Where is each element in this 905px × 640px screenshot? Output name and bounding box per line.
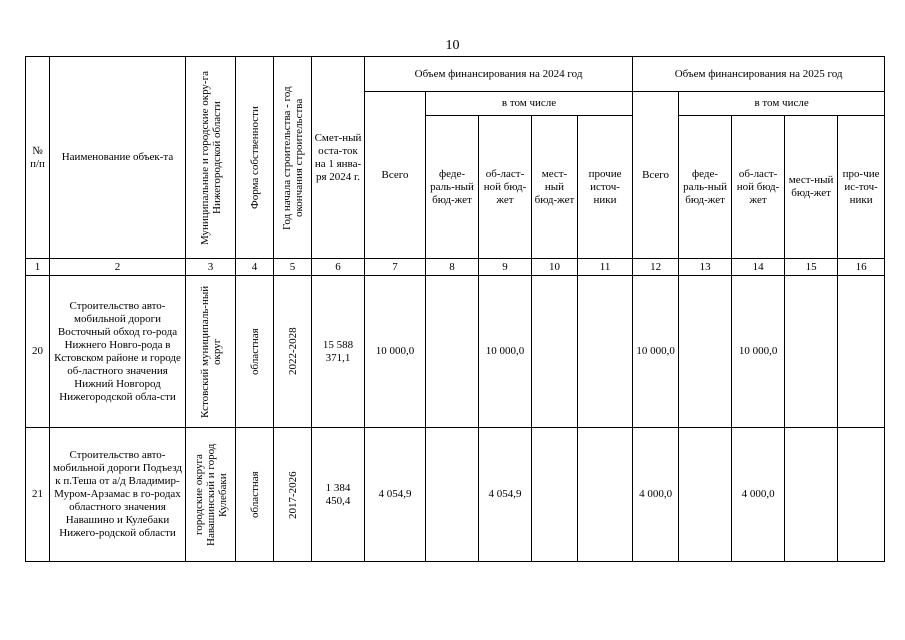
- header-total-2024: Всего: [365, 92, 426, 259]
- row-regional-2025: 4 000,0: [732, 428, 785, 562]
- colnum-7: 7: [365, 259, 426, 276]
- colnum-4: 4: [236, 259, 274, 276]
- header-local-2025: мест-ный бюд-жет: [785, 116, 838, 259]
- colnum-13: 13: [679, 259, 732, 276]
- row-other-2025: [838, 428, 885, 562]
- row-other-2024: [578, 276, 633, 428]
- header-total-2025: Всего: [633, 92, 679, 259]
- page-number: 10: [445, 38, 460, 53]
- row-years-text: 2017-2026: [286, 470, 299, 519]
- row-num: 21: [26, 428, 50, 562]
- row-federal-2024: [426, 428, 479, 562]
- row-total-2024: 10 000,0: [365, 276, 426, 428]
- row-local-2024: [532, 428, 578, 562]
- row-municipality-text: городские округа Навашинский и город Кулебаки: [192, 443, 229, 546]
- colnum-1: 1: [26, 259, 50, 276]
- row-ownership-text: областная: [248, 328, 261, 375]
- row-federal-2025: [679, 276, 732, 428]
- header-federal-2025: феде-раль-ный бюд-жет: [679, 116, 732, 259]
- row-federal-2024: [426, 276, 479, 428]
- row-years-text: 2022-2028: [286, 327, 299, 376]
- header-local-2024: мест-ный бюд-жет: [532, 116, 578, 259]
- row-ownership-text: областная: [248, 471, 261, 518]
- row-num: 20: [26, 276, 50, 428]
- header-municipality-text: Муниципальные и городские окру-га Нижегородской области: [198, 70, 223, 245]
- row-regional-2025: 10 000,0: [732, 276, 785, 428]
- colnum-6: 6: [312, 259, 365, 276]
- row-total-2025: 10 000,0: [633, 276, 679, 428]
- header-other-2025: про-чие ис-точ-ники: [838, 116, 885, 259]
- colnum-11: 11: [578, 259, 633, 276]
- row-remaining: 15 588 371,1: [312, 276, 365, 428]
- row-name: Строительство авто-мобильной дороги Подъезд к п.Теша от а/д Владимир-Муром-Арзамас в го-родах областного значения Навашино и Кулебаки Нижего-родской области: [50, 428, 186, 562]
- row-total-2024: 4 054,9: [365, 428, 426, 562]
- colnum-15: 15: [785, 259, 838, 276]
- row-municipality: [186, 428, 236, 562]
- header-remaining: Смет-ный оста-ток на 1 янва-ря 2024 г.: [312, 57, 365, 259]
- row-total-2025: 4 000,0: [633, 428, 679, 562]
- financing-table: [25, 56, 885, 562]
- colnum-16: 16: [838, 259, 885, 276]
- colnum-3: 3: [186, 259, 236, 276]
- table-row: [26, 276, 885, 428]
- header-ownership-text: Форма собственности: [248, 106, 261, 209]
- header-years-text: Год начала строительства - год окончания строительства: [280, 85, 305, 230]
- row-regional-2024: 10 000,0: [479, 276, 532, 428]
- row-years: [274, 276, 312, 428]
- header-regional-2024: об-ласт-ной бюд-жет: [479, 116, 532, 259]
- colnum-2: 2: [50, 259, 186, 276]
- row-name: Строительство авто-мобильной дороги Восточный обход го-рода Нижнего Новго-рода в Кстовском районе и городе об-ластного значения Нижний Новгород Нижегородской обла-сти: [50, 276, 186, 428]
- header-including-2024: в том числе: [426, 92, 633, 116]
- row-municipality: [186, 276, 236, 428]
- row-federal-2025: [679, 428, 732, 562]
- header-including-2025: в том числе: [679, 92, 885, 116]
- column-numbers-row: [26, 259, 885, 276]
- row-local-2024: [532, 276, 578, 428]
- header-ownership: [236, 57, 274, 259]
- header-municipality: [186, 57, 236, 259]
- row-regional-2024: 4 054,9: [479, 428, 532, 562]
- row-ownership: [236, 428, 274, 562]
- row-other-2024: [578, 428, 633, 562]
- row-remaining: 1 384 450,4: [312, 428, 365, 562]
- header-row-1: [26, 57, 885, 92]
- row-ownership: [236, 276, 274, 428]
- colnum-9: 9: [479, 259, 532, 276]
- colnum-10: 10: [532, 259, 578, 276]
- table-row: [26, 428, 885, 562]
- header-federal-2024: феде-раль-ный бюд-жет: [426, 116, 479, 259]
- header-fin-2025: Объем финансирования на 2025 год: [633, 57, 885, 92]
- header-name: Наименование объек-та: [50, 57, 186, 259]
- row-years: [274, 428, 312, 562]
- header-num: № п/п: [26, 57, 50, 259]
- row-municipality-text: Кстовский муниципаль-ный округ: [198, 285, 223, 418]
- row-local-2025: [785, 428, 838, 562]
- colnum-5: 5: [274, 259, 312, 276]
- header-years: [274, 57, 312, 259]
- colnum-8: 8: [426, 259, 479, 276]
- header-fin-2024: Объем финансирования на 2024 год: [365, 57, 633, 92]
- header-other-2024: прочие источ-ники: [578, 116, 633, 259]
- colnum-14: 14: [732, 259, 785, 276]
- colnum-12: 12: [633, 259, 679, 276]
- header-regional-2025: об-ласт-ной бюд-жет: [732, 116, 785, 259]
- row-local-2025: [785, 276, 838, 428]
- row-other-2025: [838, 276, 885, 428]
